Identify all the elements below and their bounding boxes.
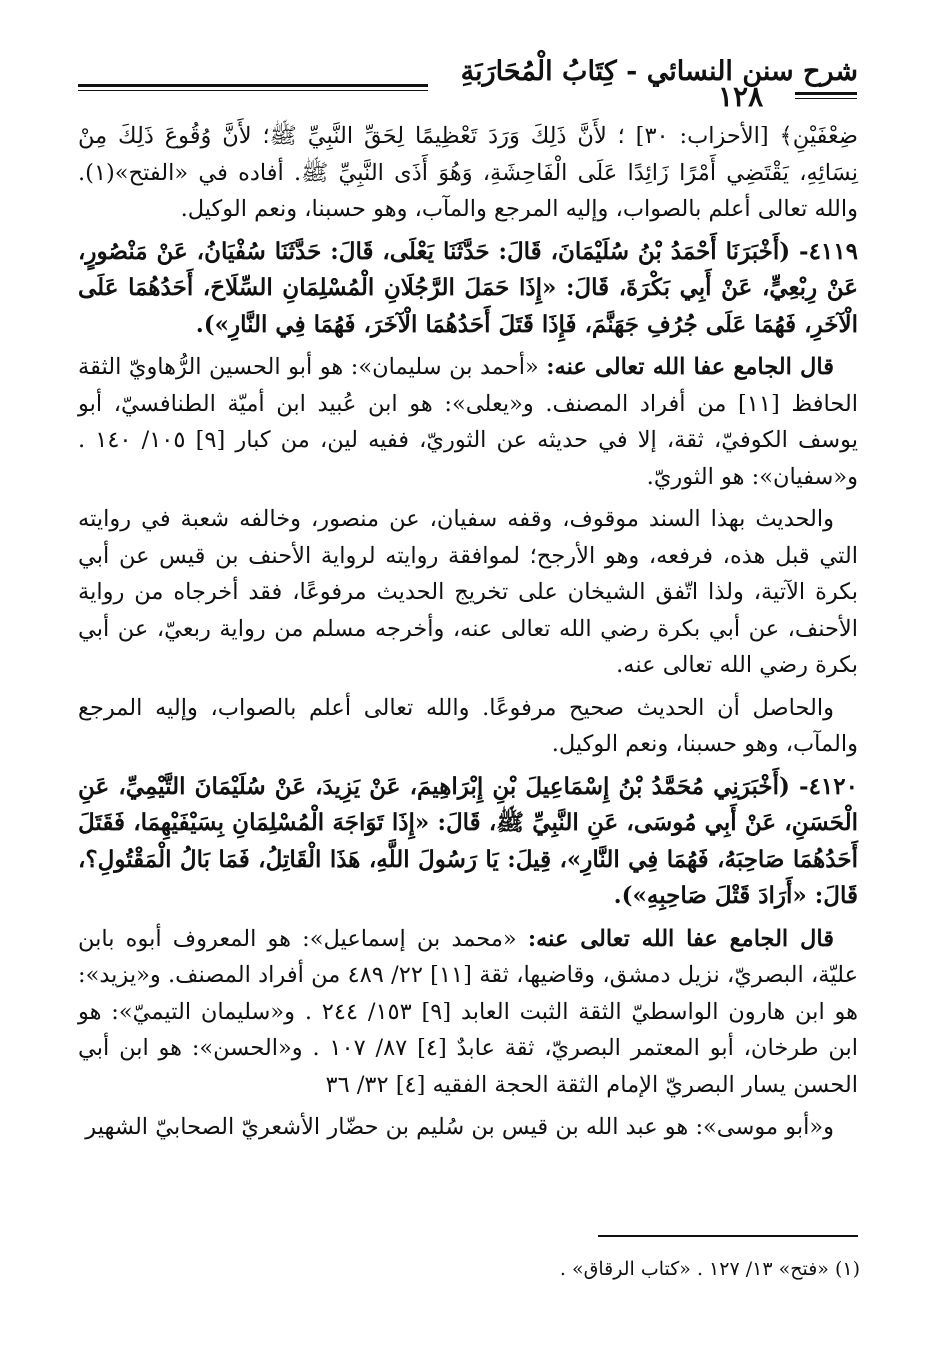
paragraph: والحديث بهذا السند موقوف، وقفه سفيان، عن منصور، وخالفه شعبة في روايته التي قبل هذه، فرفعه، وهو الأرجح؛ لموافقة روايته لرواية الأحنف بن قيس عن أبي بكرة الآتية، ولذا اتّفق الشيخان على تخريج الحديث مرفوعًا، فقد أخرجاه من رواية الأحنف، عن أبي بكرة رضي الله تعالى عنه، وأخرجه مسلم من رواية ربعيّ، عن أبي بكرة رضي الله تعالى عنه. bbox=[78, 506, 858, 678]
page-number: ١٢٨ bbox=[718, 80, 764, 113]
page-number-rule bbox=[795, 92, 857, 95]
header-rule-thin bbox=[78, 90, 428, 91]
commentary-lead: قال الجامع عفا الله تعالى عنه: bbox=[527, 925, 834, 952]
hadith-4119: ٤١١٩- (أَخْبَرَنَا أَحْمَدُ بْنُ سُلَيْمَانَ، قَالَ: حَدَّثَنَا يَعْلَى، قَالَ: حَدَّثَنَا سُفْيَانُ، عَنْ مَنْصُورٍ، عَنْ رِبْعِيٍّ، عَنْ أَبِي بَكْرَةَ، قَالَ: «إِذَا حَمَلَ الرَّجُلَانِ الْمُسْلِمَانِ السِّلَاحَ، أَحَدُهُمَا عَلَى الْآخَرِ، فَهُمَا عَلَى جُرُفِ جَهَنَّمَ، فَإِذَا قَتَلَ أَحَدُهُمَا الْآخَرَ، فَهُمَا فِي النَّارِ»). bbox=[78, 237, 858, 338]
header-rule bbox=[78, 84, 428, 87]
commentary-4120 bbox=[78, 921, 858, 1104]
footnote-rule bbox=[598, 1235, 858, 1237]
footnote: (١) «فتح» ١٣/ ١٢٧ . «كتاب الرقاق» . bbox=[559, 1258, 860, 1280]
running-title: شرح سنن النسائي - كِتَابُ الْمُحَارَبَةِ bbox=[460, 56, 858, 87]
commentary-4119 bbox=[78, 349, 858, 495]
commentary-text: «محمد بن إسماعيل»: هو المعروف أبوه بابن عليّة، البصريّ، نزيل دمشق، وقاضيها، ثقة [١١] ٢٢/ ٤٨٩ من أفراد المصنف. و«يزيد»: هو ابن هارون الواسطيّ الثقة الثبت العابد [٩] ١٥٣/ ٢٤٤ . و«سليمان التيميّ»: هو ابن طرخان، أبو المعتمر البصريّ، ثقة عابدٌ [٤] ٨٧/ ١٠٧ . و«الحسن»: هو ابن أبي الحسن يسار البصريّ الإمام الثقة الحجة الفقيه [٤] ٣٢/ ٣٦ bbox=[78, 925, 859, 1098]
paragraph: والحاصل أن الحديث صحيح مرفوعًا. والله تعالى أعلم بالصواب، وإليه المرجع والمآب، وهو حسبنا، ونعم الوكيل. bbox=[78, 694, 858, 757]
page-number-rule-thin bbox=[795, 98, 857, 99]
hadith-4120: ٤١٢٠- (أَخْبَرَنِي مُحَمَّدُ بْنُ إِسْمَاعِيلَ بْنِ إِبْرَاهِيمَ، عَنْ يَزِيدَ، عَنْ سُلَيْمَانَ التَّيْمِيِّ، عَنِ الْحَسَنِ، عَنْ أَبِي مُوسَى، عَنِ النَّبِيِّ ﷺ، قَالَ: «إِذَا تَوَاجَهَ الْمُسْلِمَانِ بِسَيْفَيْهِمَا، فَقَتَلَ أَحَدُهُمَا صَاحِبَهُ، فَهُمَا فِي النَّارِ»، قِيلَ: يَا رَسُولَ اللَّهِ، هَذَا الْقَاتِلُ، فَمَا بَالُ الْمَقْتُولِ؟، قَالَ: «أَرَادَ قَتْلَ صَاحِبِهِ»). bbox=[78, 772, 858, 909]
commentary-lead: قال الجامع عفا الله تعالى عنه: bbox=[546, 354, 834, 380]
main-text bbox=[78, 118, 858, 1213]
paragraph: ضِعْفَيْنِ﴾ [الأحزاب: ٣٠] ؛ لأَنَّ ذَلِكَ وَرَدَ تَعْظِيمًا لِحَقِّ النَّبِيِّ ﷺ؛ لأَنَّ وُقُوعَ ذَلِكَ مِنْ نِسَائِهِ، يَقْتَضِي أَمْرًا زَائِدًا عَلَى الْفَاحِشَةِ، وَهُوَ أَذَى النَّبِيِّ ﷺ. أفاده في «الفتح»(١). والله تعالى أعلم بالصواب، وإليه المرجع والمآب، وهو حسبنا، ونعم الوكيل. bbox=[78, 123, 858, 222]
commentary-text: «أحمد بن سليمان»: هو أبو الحسين الرُّهاويّ الثقة الحافظ [١١] من أفراد المصنف. و«يعلى»: هو ابن عُبيد ابن أميّة الطنافسيّ، أبو يوسف الكوفيّ، ثقة، إلا في حديثه عن الثوريّ، ففيه لين، من كبار [٩] ١٠٥/ ١٤٠ . و«سفيان»: هو الثوريّ. bbox=[78, 354, 859, 490]
paragraph: و«أبو موسى»: هو عبد الله بن قيس بن سُليم بن حضّار الأشعريّ الصحابيّ الشهير bbox=[85, 1114, 834, 1140]
